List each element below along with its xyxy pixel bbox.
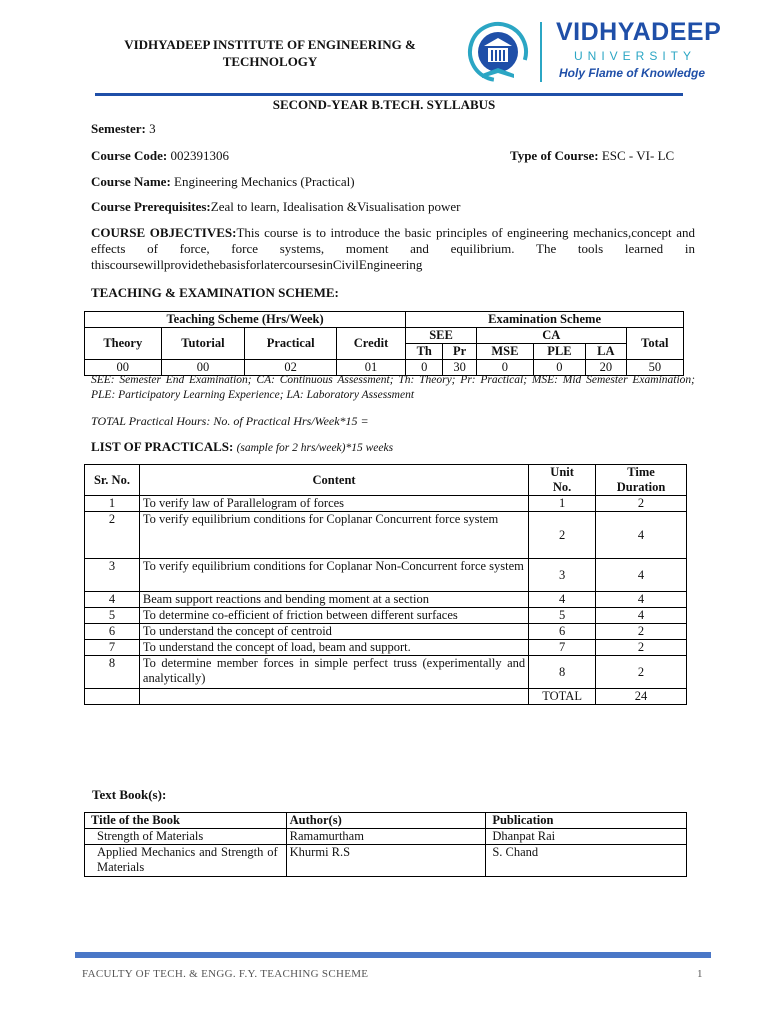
col-content: Content — [139, 465, 528, 496]
col-credit: Credit — [336, 328, 405, 360]
footer-text: FACULTY OF TECH. & ENGG. F.Y. TEACHING SCHEME — [82, 968, 369, 980]
col-th: Th — [406, 344, 443, 360]
footer-rule — [75, 952, 711, 958]
course-name-label: Course Name: — [91, 174, 171, 189]
total-value: 24 — [596, 689, 687, 705]
table-row: 4 Beam support reactions and bending moment at a section 4 4 — [85, 592, 687, 608]
table-row: Applied Mechanics and Strength of Materials Khurmi R.S S. Chand — [85, 845, 687, 877]
exam-scheme-header: Examination Scheme — [406, 312, 684, 328]
value-practical: 02 — [245, 360, 337, 376]
col-book-title: Title of the Book — [85, 813, 287, 829]
prerequisites-line — [91, 199, 461, 215]
semester-line — [91, 121, 156, 137]
col-practical: Practical — [245, 328, 337, 360]
table-row: 2 To verify equilibrium conditions for Coplanar Concurrent force system 2 4 — [85, 512, 687, 559]
total-row — [85, 689, 687, 705]
practicals-heading-line — [91, 439, 393, 455]
col-time: Time Duration — [596, 465, 687, 496]
table-row: 7 To understand the concept of load, beam and support. 7 2 — [85, 640, 687, 656]
table-row: 1 To verify law of Parallelogram of forces 1 2 — [85, 496, 687, 512]
value-la: 20 — [586, 360, 627, 376]
value-theory: 00 — [85, 360, 162, 376]
col-mse: MSE — [476, 344, 533, 360]
logo-divider — [540, 22, 542, 82]
abbreviations-note: SEE: Semester End Examination; CA: Continuous Assessment; Th: Theory; Pr: Practical; MSE: Mid Semester Examination; PLE: Participatory Learning Experience; LA: Laboratory Assessment — [91, 374, 695, 401]
table-row: 3 To verify equilibrium conditions for Coplanar Non-Concurrent force system 3 4 — [85, 559, 687, 592]
course-code-line — [91, 148, 229, 164]
scheme-table — [84, 311, 684, 376]
total-label: TOTAL — [529, 689, 596, 705]
scheme-heading: TEACHING & EXAMINATION SCHEME: — [91, 285, 339, 300]
value-tutorial: 00 — [161, 360, 245, 376]
institute-line-1: VIDHYADEEP INSTITUTE OF ENGINEERING & — [124, 37, 416, 52]
course-type-label: Type of Course: — [510, 148, 599, 163]
semester-value: 3 — [149, 121, 156, 136]
value-th: 0 — [406, 360, 443, 376]
course-name-value: Engineering Mechanics (Practical) — [174, 174, 355, 189]
col-book-publication: Publication — [486, 813, 687, 829]
col-ca: CA — [476, 328, 626, 344]
value-mse: 0 — [476, 360, 533, 376]
col-book-author: Author(s) — [286, 813, 486, 829]
practicals-heading-note: (sample for 2 hrs/week)*15 weeks — [236, 442, 394, 454]
col-unit: Unit No. — [529, 465, 596, 496]
university-sub: UNIVERSITY — [574, 49, 697, 63]
prerequisites-label: Course Prerequisites: — [91, 199, 211, 214]
col-see: SEE — [406, 328, 477, 344]
course-objectives — [91, 225, 695, 273]
col-pr: Pr — [443, 344, 477, 360]
objectives-value: This course is to introduce the basic principles of engineering mechanics,concept and effects of force, force systems, moment and equilibrium. The tools learned in thiscoursewillprovidethebasisforlatercoursesinCivilEngineering — [91, 225, 695, 272]
table-row: Strength of Materials Ramamurtham Dhanpat Rai — [85, 829, 687, 845]
university-tagline: Holy Flame of Knowledge — [559, 66, 706, 80]
page-title: SECOND-YEAR B.TECH. SYLLABUS — [272, 97, 496, 112]
prerequisites-value: Zeal to learn, Idealisation &Visualisation power — [210, 199, 461, 214]
objectives-label: COURSE OBJECTIVES: — [91, 225, 237, 240]
value-total: 50 — [626, 360, 683, 376]
practicals-heading: LIST OF PRACTICALS: — [91, 439, 234, 454]
value-ple: 0 — [533, 360, 585, 376]
course-code-value: 002391306 — [170, 148, 229, 163]
textbooks-heading: Text Book(s): — [92, 787, 167, 802]
header-rule — [95, 93, 683, 96]
practicals-table — [84, 464, 687, 705]
col-ple: PLE — [533, 344, 585, 360]
table-row: 5 To determine co-efficient of friction between different surfaces 5 4 — [85, 608, 687, 624]
table-row: 6 To understand the concept of centroid 6 2 — [85, 624, 687, 640]
col-srno: Sr. No. — [85, 465, 140, 496]
textbooks-table — [84, 812, 687, 877]
col-total: Total — [626, 328, 683, 360]
course-name-line — [91, 174, 355, 190]
course-type-value: ESC - VI- LC — [601, 148, 675, 163]
col-tutorial: Tutorial — [161, 328, 245, 360]
course-type-line — [510, 148, 674, 164]
table-row: 8 To determine member forces in simple perfect truss (experimentally and analytically) 8 2 — [85, 656, 687, 689]
col-la: LA — [586, 344, 627, 360]
course-code-label: Course Code: — [91, 148, 168, 163]
institute-line-2: TECHNOLOGY — [222, 54, 318, 69]
university-name: VIDHYADEEP — [556, 18, 722, 46]
institute-name — [100, 36, 440, 70]
value-credit: 01 — [336, 360, 405, 376]
university-emblem-icon — [462, 18, 534, 90]
teaching-scheme-header: Teaching Scheme (Hrs/Week) — [85, 312, 406, 328]
semester-label: Semester: — [91, 121, 146, 136]
value-pr: 30 — [443, 360, 477, 376]
page-number: 1 — [697, 968, 703, 980]
total-hours-note: TOTAL Practical Hours: No. of Practical Hrs/Week*15 = — [91, 414, 369, 428]
col-theory: Theory — [85, 328, 162, 360]
